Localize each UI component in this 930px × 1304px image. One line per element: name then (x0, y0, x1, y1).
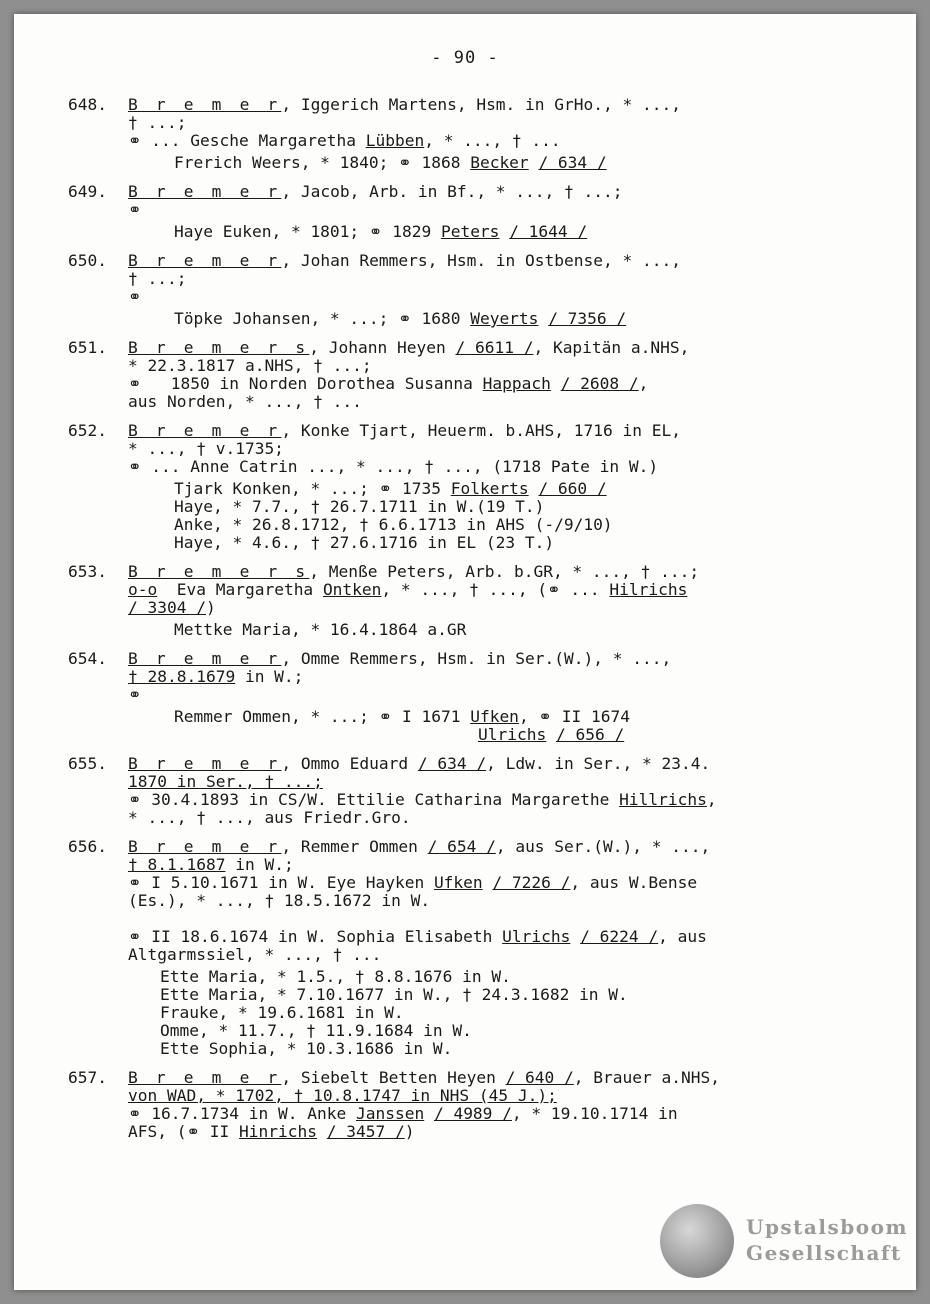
text-segment: , Brauer a.NHS, (573, 1068, 720, 1087)
surname: B r e m e r (128, 421, 282, 440)
linked-name: Janssen (355, 1104, 425, 1123)
child-line (128, 480, 868, 498)
text-segment: Haye Euken, * 1801; ⚭ 1829 (174, 222, 441, 241)
linked-name: Lübben (365, 131, 425, 150)
linked-name: Ulrichs (502, 927, 571, 946)
text-segment (529, 479, 539, 498)
entry-line (128, 946, 868, 964)
surname: B r e m e r (128, 754, 282, 773)
child-line (128, 498, 868, 516)
child-line (128, 1040, 868, 1058)
text-segment: von WAD, * 1702, † 10.8.1747 in NHS (45 J.); (128, 1086, 557, 1105)
entry-number: 652. (68, 421, 107, 440)
cross-reference: / 6224 / (580, 927, 659, 946)
text-segment: , Omme Remmers, Hsm. in Ser.(W.), * ..., (281, 649, 672, 668)
text-segment: ⚭ 16.7.1734 in W. Anke (128, 1104, 356, 1123)
entry-line (128, 650, 868, 668)
text-segment: , Remmer Ommen (281, 837, 428, 856)
cross-reference: / 660 / (538, 479, 607, 498)
entry-line (128, 1123, 868, 1141)
text-segment: ⚭ ... Gesche Margaretha (128, 131, 366, 150)
cross-reference: / 3304 / (128, 598, 206, 617)
entry-line (128, 393, 868, 411)
entry (68, 339, 868, 411)
cross-reference: / 2608 / (560, 374, 639, 393)
text-segment: Ette Maria, * 1.5., † 8.8.1676 in W. (160, 967, 511, 986)
children-list (128, 154, 868, 172)
text-segment (499, 222, 509, 241)
entry (68, 838, 868, 1058)
child-line (128, 708, 868, 726)
entry-number: 649. (68, 182, 107, 201)
child-line (128, 986, 868, 1004)
entry (68, 563, 868, 639)
cross-reference: / 7226 / (492, 873, 571, 892)
entry-number: 657. (68, 1068, 107, 1087)
entry-line (128, 252, 868, 270)
text-segment: , aus (658, 927, 707, 946)
text-segment: * ..., † v.1735; (128, 439, 284, 458)
entry (68, 183, 868, 241)
entry-line (128, 856, 868, 874)
text-segment: Frerich Weers, * 1840; ⚭ 1868 (174, 153, 471, 172)
entry-line (128, 288, 868, 306)
text-segment: ⚭ ... Anne Catrin ..., * ..., † ..., (1718 Pate in W.) (128, 457, 659, 476)
entry-line (128, 96, 868, 114)
children-list (128, 223, 868, 241)
text-segment: , Iggerich Martens, Hsm. in GrHo., * ..., (281, 95, 681, 114)
linked-name: Weyerts (470, 309, 539, 328)
entry-line (128, 668, 868, 686)
entry (68, 1069, 868, 1141)
child-line (128, 621, 868, 639)
text-segment: , (706, 790, 717, 809)
text-segment (424, 1104, 434, 1123)
text-segment: * 22.3.1817 a.NHS, † ...; (128, 356, 372, 375)
surname: B r e m e r (128, 251, 282, 270)
text-segment: , Kapitän a.NHS, (533, 338, 690, 357)
cross-reference: / 656 / (555, 725, 625, 744)
entry-line (128, 773, 868, 791)
linked-name: Ufken (470, 707, 519, 726)
cross-reference: / 634 / (417, 754, 487, 773)
text-segment: , Siebelt Betten Heyen (281, 1068, 506, 1087)
watermark-line1: Upstalsboom (746, 1215, 909, 1239)
linked-name: Folkerts (450, 479, 529, 498)
entry-line (128, 422, 868, 440)
text-segment (546, 725, 556, 744)
child-line (128, 223, 868, 241)
entry-line (128, 440, 868, 458)
text-segment: Haye, * 7.7., † 26.7.1711 in W.(19 T.) (174, 497, 545, 516)
text-segment: ⚭ 30.4.1893 in CS/W. Ettilie Catharina Margarethe (128, 790, 620, 809)
children-list (128, 310, 868, 328)
linked-name: Ulrichs (478, 725, 547, 744)
page-number: - 90 - (431, 48, 499, 68)
text-segment: † ...; (128, 269, 187, 288)
surname: B r e m e r (128, 649, 282, 668)
text-segment: Eva Margaretha (157, 580, 323, 599)
entry-line (128, 928, 868, 946)
child-line-continuation (128, 726, 868, 744)
entry-line (128, 809, 868, 827)
entry-line (128, 838, 868, 856)
surname: B r e m e r (128, 837, 282, 856)
text-segment: Altgarmssiel, * ..., † ... (128, 945, 382, 964)
entry-number: 651. (68, 338, 107, 357)
cross-reference: / 4989 / (433, 1104, 512, 1123)
entry (68, 755, 868, 827)
entry-line (128, 201, 868, 219)
text-segment (483, 873, 493, 892)
text-segment: Haye, * 4.6., † 27.6.1716 in EL (23 T.) (174, 533, 555, 552)
cross-reference: / 3457 / (326, 1122, 405, 1141)
linked-name: Happach (482, 374, 551, 393)
text-segment: * ..., † ..., aus Friedr.Gro. (128, 808, 411, 827)
text-segment: Mettke Maria, * 16.4.1864 a.GR (174, 620, 467, 639)
text-segment: Remmer Ommen, * ...; ⚭ I 1671 (174, 707, 471, 726)
entry (68, 650, 868, 744)
entry-line (128, 892, 868, 910)
text-segment: ⚭ (128, 287, 142, 306)
text-segment (538, 309, 548, 328)
entry-number: 656. (68, 837, 107, 856)
linked-name: Ontken (322, 580, 382, 599)
entry-line (128, 910, 868, 928)
text-segment: , Ommo Eduard (281, 754, 418, 773)
cross-reference: / 640 / (505, 1068, 574, 1087)
entry-line (128, 132, 868, 150)
linked-name: Hilrichs (609, 580, 688, 599)
text-segment: † 28.8.1679 (128, 667, 236, 686)
text-segment: ⚭ 1850 in Norden Dorothea Susanna (128, 374, 483, 393)
cross-reference: / 654 / (427, 837, 496, 856)
entry-line (128, 339, 868, 357)
seal-icon (660, 1204, 734, 1278)
text-segment: Ette Maria, * 7.10.1677 in W., † 24.3.1682 in W. (160, 985, 628, 1004)
text-segment (551, 374, 561, 393)
surname: B r e m e r s (128, 562, 310, 581)
text-segment: , Menße Peters, Arb. b.GR, * ..., † ...; (309, 562, 700, 581)
linked-name: Hillrichs (619, 790, 707, 809)
watermark-text (746, 1214, 908, 1266)
text-segment: Ette Sophia, * 10.3.1686 in W. (160, 1039, 453, 1058)
text-segment: AFS, (⚭ II (128, 1122, 240, 1141)
text-segment: , Konke Tjart, Heuerm. b.AHS, 1716 in EL, (281, 421, 681, 440)
text-segment (529, 153, 539, 172)
linked-name: Hinrichs (239, 1122, 317, 1141)
text-segment: , aus W.Bense (570, 873, 698, 892)
text-segment: † 8.1.1687 (128, 855, 226, 874)
cross-reference: / 634 / (538, 153, 607, 172)
entry-line (128, 1105, 868, 1123)
text-segment: in W.; (225, 855, 294, 874)
text-segment: (Es.), * ..., † 18.5.1672 in W. (128, 891, 431, 910)
text-segment: aus Norden, * ..., † ... (128, 392, 362, 411)
genealogy-entries (68, 96, 868, 1152)
entry-number: 650. (68, 251, 107, 270)
entry (68, 252, 868, 328)
child-line (128, 310, 868, 328)
surname: B r e m e r (128, 182, 282, 201)
text-segment: ) (404, 1122, 415, 1141)
entry (68, 96, 868, 172)
text-segment: ) (205, 598, 216, 617)
text-segment: ⚭ (128, 200, 142, 219)
child-line (128, 1004, 868, 1022)
child-line (128, 534, 868, 552)
text-segment: 1870 in Ser., † ...; (128, 772, 323, 791)
text-segment: in W.; (235, 667, 304, 686)
entry-line (128, 458, 868, 476)
text-segment: , ⚭ II 1674 (518, 707, 630, 726)
text-segment: , * ..., † ..., (⚭ ... (381, 580, 610, 599)
watermark-logo (660, 1204, 910, 1282)
entry-line (128, 357, 868, 375)
text-segment: † ...; (128, 113, 187, 132)
cross-reference: / 6611 / (455, 338, 534, 357)
watermark-line2: Gesellschaft (746, 1241, 902, 1265)
text-segment: ⚭ (128, 685, 142, 704)
entry-line (128, 874, 868, 892)
text-segment: , * 19.10.1714 in (511, 1104, 678, 1123)
text-segment: , Jacob, Arb. in Bf., * ..., † ...; (281, 182, 623, 201)
text-segment: , (638, 374, 649, 393)
entry (68, 422, 868, 552)
linked-name: Ufken (433, 873, 483, 892)
text-segment: Anke, * 26.8.1712, † 6.6.1713 in AHS (-/9/10) (174, 515, 613, 534)
entry-line (128, 599, 868, 617)
entry-line (128, 183, 868, 201)
entry-line (128, 581, 868, 599)
entry-line (128, 563, 868, 581)
entry-line (128, 114, 868, 132)
entry-line (128, 755, 868, 773)
cross-reference: / 7356 / (548, 309, 627, 328)
text-segment: Töpke Johansen, * ...; ⚭ 1680 (174, 309, 471, 328)
children-list (128, 621, 868, 639)
text-segment: , aus Ser.(W.), * ..., (495, 837, 711, 856)
text-segment: , Ldw. in Ser., * 23.4. (486, 754, 711, 773)
text-segment: Frauke, * 19.6.1681 in W. (160, 1003, 404, 1022)
child-line (128, 968, 868, 986)
surname: B r e m e r (128, 1068, 282, 1087)
text-segment: , Johann Heyen (309, 338, 456, 357)
child-line (128, 154, 868, 172)
entry-line (128, 1069, 868, 1087)
entry-number: 654. (68, 649, 107, 668)
children-list (128, 708, 868, 744)
text-segment (570, 927, 580, 946)
linked-name: Peters (440, 222, 500, 241)
cross-reference: / 1644 / (509, 222, 588, 241)
entry-number: 653. (68, 562, 107, 581)
text-segment: ⚭ II 18.6.1674 in W. Sophia Elisabeth (128, 927, 503, 946)
surname: B r e m e r (128, 95, 282, 114)
document-page (14, 14, 916, 1290)
entry-number: 648. (68, 95, 107, 114)
linked-name: Becker (470, 153, 529, 172)
entry-line (128, 1087, 868, 1105)
text-segment: , * ..., † ... (424, 131, 561, 150)
entry-line (128, 375, 868, 393)
text-segment: , Johan Remmers, Hsm. in Ostbense, * ..., (281, 251, 681, 270)
text-segment: ⚭ I 5.10.1671 in W. Eye Hayken (128, 873, 434, 892)
entry-line (128, 686, 868, 704)
children-list (128, 480, 868, 552)
text-segment: Tjark Konken, * ...; ⚭ 1735 (174, 479, 451, 498)
text-segment: Omme, * 11.7., † 11.9.1684 in W. (160, 1021, 472, 1040)
children-list (128, 968, 868, 1058)
child-line (128, 516, 868, 534)
text-segment (317, 1122, 327, 1141)
linked-name: o-o (128, 580, 158, 599)
entry-line (128, 270, 868, 288)
entry-line (128, 791, 868, 809)
child-line (128, 1022, 868, 1040)
surname: B r e m e r s (128, 338, 310, 357)
entry-number: 655. (68, 754, 107, 773)
